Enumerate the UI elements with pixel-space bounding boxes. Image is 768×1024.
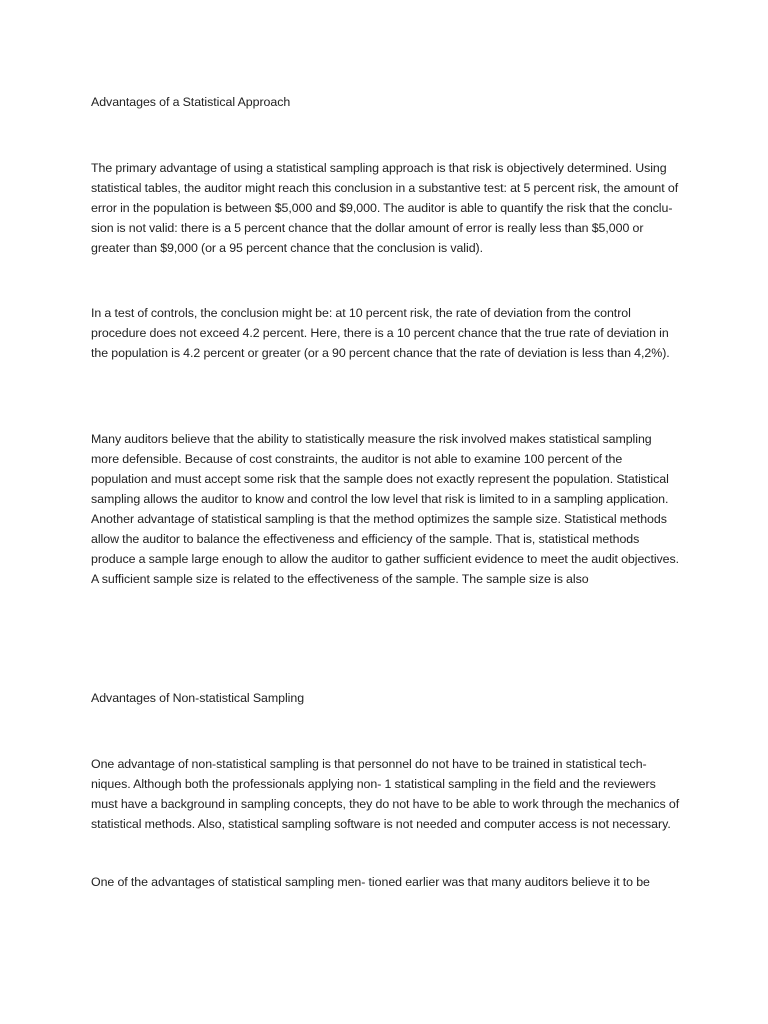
paragraph-many-auditors: Many auditors believe that the ability to statistically measure the risk involved makes statistical sampling more defensible. Because of cost constraints, the auditor is not able to examine 100 percent of the population and must accept some risk that the sample does not exactly represent the population. Statistical sampling allows the auditor to know and control the low level that risk is limited to in a sampling application. Another advantage of statistical sampling is that the method optimizes the sample size. Statistical methods allow the auditor to balance the effectiveness and efficiency of the sample. That is, statistical methods produce a sample large enough to allow the auditor to gather sufficient evidence to meet the audit objectives. A sufficient sample size is related to the effectiveness of the sample. The sample size is also <box>91 432 680 586</box>
heading-statistical-approach: Advantages of a Statistical Approach <box>91 95 291 109</box>
paragraph-mentioned-earlier: One of the advantages of statistical sampling men- tioned earlier was that many auditors believe it to be <box>91 875 650 889</box>
paragraph-test-of-controls: In a test of controls, the conclusion might be: at 10 percent risk, the rate of deviation from the control procedure does not exceed 4.2 percent. Here, there is a 10 percent chance that the true rate of deviation in the population is 4.2 percent or greater (or a 90 percent chance that the rate of deviation is less than 4,2%). <box>91 306 670 360</box>
heading-non-statistical-sampling: Advantages of Non-statistical Sampling <box>91 691 305 705</box>
paragraph-primary-advantage: The primary advantage of using a statistical sampling approach is that risk is objectively determined. Using statistical tables, the auditor might reach this conclusion in a substantive test: at 5 percent risk, the amount of error in the population is between $5,000 and $9,000. The auditor is able to quantify the risk that the conclu- sion is not valid: there is a 5 percent chance that the dollar amount of error is really less than $5,000 or greater than $9,000 (or a 95 percent chance that the conclusion is valid). <box>91 161 679 255</box>
paragraph-non-statistical-advantage: One advantage of non-statistical sampling is that personnel do not have to be trained in statistical tech- niques. Although both the professionals applying non- 1 statistical sampling in the field and the reviewers must have a background in sampling concepts, they do not have to be able to work through the mechanics of statistical methods. Also, statistical sampling software is not needed and computer access is not necessary. <box>91 757 680 831</box>
